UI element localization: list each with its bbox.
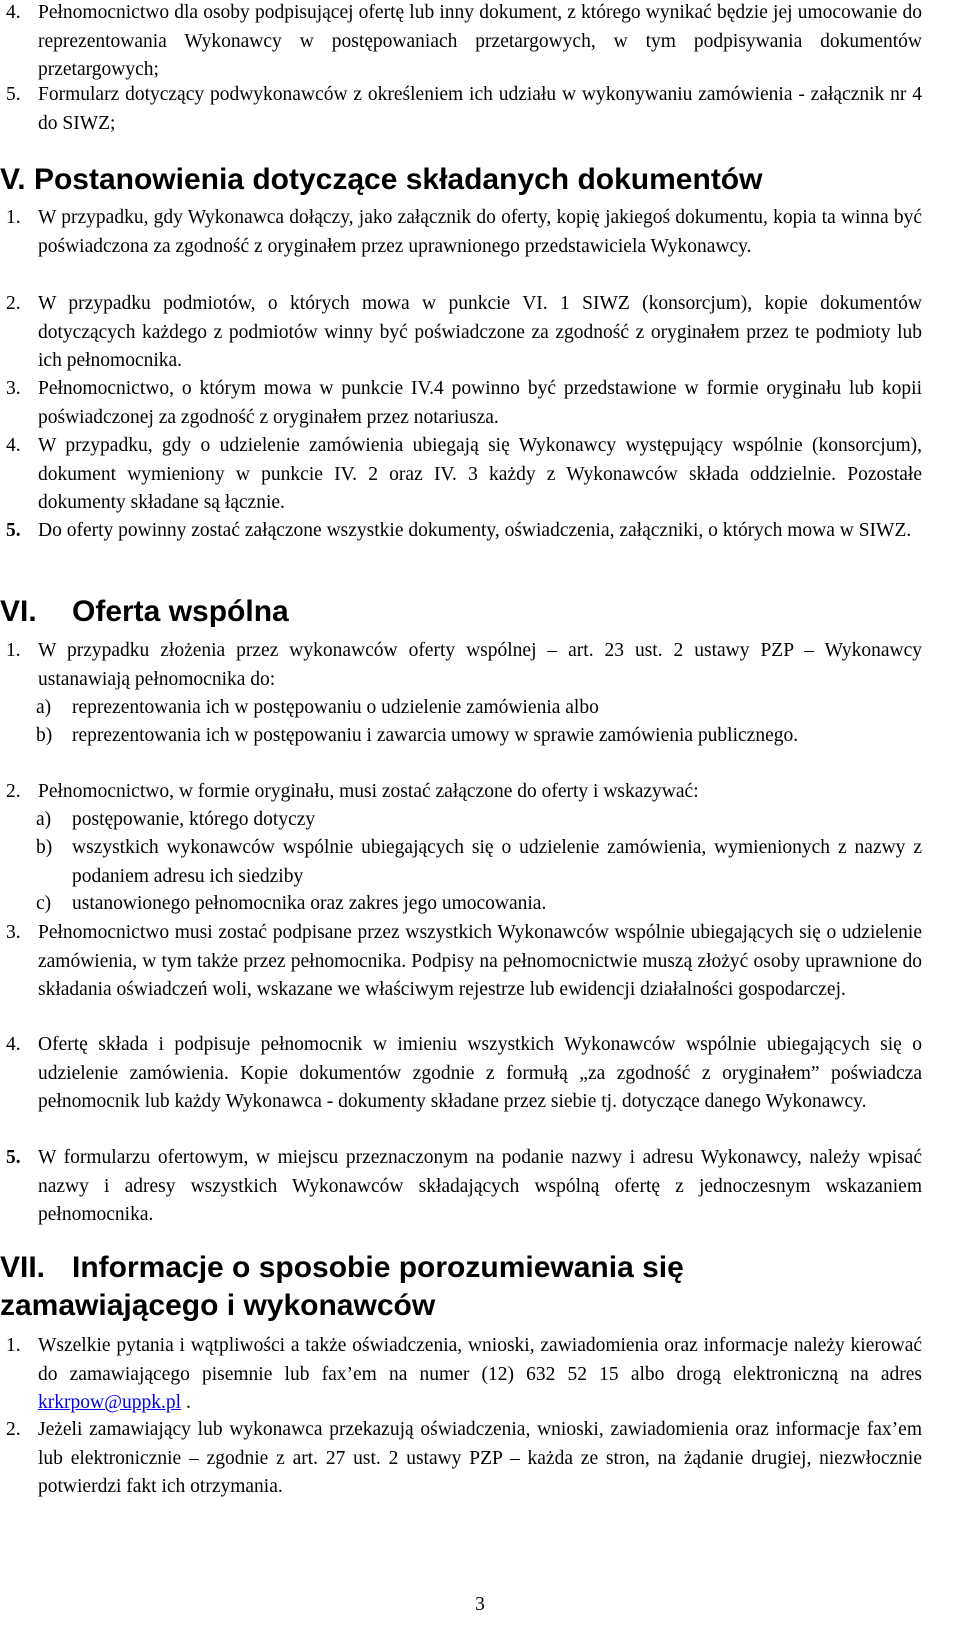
item-text: W przypadku złożenia przez wykonawców oferty wspólnej – art. 23 ust. 2 ustawy PZP – Wykonawcy ustanawiają pełnomocnika do: bbox=[38, 640, 922, 690]
section-number: V. bbox=[0, 163, 26, 196]
sub-list-item bbox=[36, 722, 922, 751]
sub-item-text: ustanowionego pełnomocnika oraz zakres jego umocowania. bbox=[72, 893, 547, 914]
item-number: 5. bbox=[6, 84, 21, 105]
list-item bbox=[6, 517, 922, 546]
email-link[interactable]: krkrpow@uppk.pl bbox=[38, 1392, 182, 1414]
sub-item-letter: b) bbox=[36, 837, 53, 858]
sub-list-item bbox=[36, 806, 922, 835]
page-number: 3 bbox=[475, 1594, 485, 1615]
list-item bbox=[6, 290, 922, 376]
sub-item-letter: b) bbox=[36, 725, 53, 746]
item-number: 2. bbox=[6, 293, 21, 314]
section-title: Oferta wspólna bbox=[72, 595, 289, 628]
sub-item-letter: a) bbox=[36, 809, 52, 830]
sub-item-text: postępowanie, którego dotyczy bbox=[72, 809, 316, 830]
sub-item-text: reprezentowania ich w postępowaniu o udzielenie zamówienia albo bbox=[72, 697, 599, 718]
item-text-after: . bbox=[181, 1392, 191, 1414]
item-number: 2. bbox=[6, 1419, 21, 1440]
item-text: W przypadku, gdy o udzielenie zamówienia ubiegają się Wykonawcy występujący wspólnie (konsorcjum), dokument wymieniony w punkcie IV. 2 oraz IV. 3 każdy z Wykonawców składa oddzielnie. Pozostałe dokumenty składane są łącznie. bbox=[38, 435, 922, 514]
list-item bbox=[6, 778, 922, 807]
item-text: W formularzu ofertowym, w miejscu przeznaczonym na podanie nazwy i adresu Wykonawcy, należy wpisać nazwy i adresy wszystkich Wykonawców składających wspólną ofertę z jednoczesnym wskazaniem pełnomocnika. bbox=[38, 1147, 922, 1226]
item-number: 1. bbox=[6, 1335, 21, 1356]
item-text: Pełnomocnictwo dla osoby podpisującej ofertę lub inny dokument, z którego wynikać będzie jej umocowanie do reprezentowania Wykonawcy w postępowaniach przetargowych, w tym podpisywania dokumentów przetargowych; bbox=[38, 2, 922, 81]
list-item bbox=[6, 637, 922, 694]
item-number: 2. bbox=[6, 781, 21, 802]
sub-list-item bbox=[36, 694, 922, 723]
list-item bbox=[6, 375, 922, 432]
item-text: Jeżeli zamawiający lub wykonawca przekazują oświadczenia, wnioski, zawiadomienia oraz informacje fax’em lub elektronicznie – zgodnie z art. 27 ust. 2 ustawy PZP – każda ze stron, na żądanie drugiej, niezwłocznie potwierdzi fakt ich otrzymania. bbox=[38, 1419, 922, 1498]
list-item bbox=[6, 1416, 922, 1502]
sub-item-text: reprezentowania ich w postępowaniu i zawarcia umowy w sprawie zamówienia publicznego. bbox=[72, 725, 799, 746]
item-number: 3. bbox=[6, 378, 21, 399]
list-item bbox=[6, 1332, 922, 1418]
section-title: Postanowienia dotyczące składanych dokumentów bbox=[33, 163, 763, 196]
section-heading-v bbox=[0, 161, 940, 199]
section-title-line1: Informacje o sposobie porozumiewania się bbox=[72, 1251, 684, 1284]
section-title-line2: zamawiającego i wykonawców bbox=[0, 1289, 436, 1322]
list-item bbox=[6, 204, 922, 261]
list-item bbox=[6, 0, 922, 85]
sub-item-letter: a) bbox=[36, 697, 52, 718]
sub-list-item bbox=[36, 890, 922, 919]
item-text: W przypadku podmiotów, o których mowa w punkcie VI. 1 SIWZ (konsorcjum), kopie dokumentów dotyczących każdego z podmiotów winny być poświadczone za zgodność z oryginałem przez te podmioty lub ich pełnomocnika. bbox=[38, 293, 922, 372]
item-text: Pełnomocnictwo, o którym mowa w punkcie IV.4 powinno być przedstawione w formie oryginału lub kopii poświadczonej za zgodność z oryginałem przez notariusza. bbox=[38, 378, 922, 428]
item-number: 5. bbox=[6, 1147, 21, 1168]
list-item bbox=[6, 1031, 922, 1117]
item-number: 4. bbox=[6, 435, 21, 456]
item-text: Pełnomocnictwo musi zostać podpisane przez wszystkich Wykonawców wspólnie ubiegających się o udzielenie zamówienia, w tym także przez pełnomocnika. Podpisy na pełnomocnictwie muszą złożyć osoby uprawnione do składania oświadczeń woli, wskazane we właściwym rejestrze lub ewidencji działalności gospodarczej. bbox=[38, 922, 922, 1001]
section-heading-vi bbox=[0, 593, 940, 631]
list-item bbox=[6, 1144, 922, 1230]
section-number: VI. bbox=[0, 595, 37, 628]
item-text: Pełnomocnictwo, w formie oryginału, musi zostać załączone do oferty i wskazywać: bbox=[38, 781, 699, 802]
item-text: Ofertę składa i podpisuje pełnomocnik w imieniu wszystkich Wykonawców wspólnie ubiegających się o udzielenie zamówienia. Kopie dokumentów zgodnie z formułą „za zgodność z oryginałem” poświadcza pełnomocnik lub każdy Wykonawca - dokumenty składane przez siebie tj. dotyczące danego Wykonawcy. bbox=[38, 1034, 922, 1113]
item-text-before: Wszelkie pytania i wątpliwości a także oświadczenia, wnioski, zawiadomienia oraz informacje należy kierować do zamawiającego pisemnie lub fax’em na numer (12) 632 52 15 albo drogą elektroniczną na adres bbox=[38, 1335, 922, 1385]
list-item bbox=[6, 919, 922, 1005]
sub-item-text: wszystkich wykonawców wspólnie ubiegających się o udzielenie zamówienia, wymienionych z nazwy z podaniem adresu ich siedziby bbox=[72, 837, 922, 887]
item-text bbox=[38, 1332, 922, 1418]
item-text: Formularz dotyczący podwykonawców z określeniem ich udziału w wykonywaniu zamówienia - załącznik nr 4 do SIWZ; bbox=[38, 84, 922, 134]
item-text: W przypadku, gdy Wykonawca dołączy, jako załącznik do oferty, kopię jakiegoś dokumentu, kopia ta winna być poświadczona za zgodność z oryginałem przez uprawnionego przedstawiciela Wykonawcy. bbox=[38, 207, 922, 257]
item-text: Do oferty powinny zostać załączone wszystkie dokumenty, oświadczenia, załączniki, o których mowa w SIWZ. bbox=[38, 520, 912, 541]
item-number: 1. bbox=[6, 207, 21, 228]
list-item bbox=[6, 432, 922, 518]
section-number: VII. bbox=[0, 1251, 46, 1284]
item-number: 1. bbox=[6, 640, 21, 661]
section-heading-vii bbox=[0, 1249, 940, 1325]
list-item bbox=[6, 81, 922, 138]
item-number: 5. bbox=[6, 520, 21, 541]
sub-list-item bbox=[36, 834, 922, 891]
item-number: 4. bbox=[6, 1034, 21, 1055]
item-number: 3. bbox=[6, 922, 21, 943]
sub-item-letter: c) bbox=[36, 893, 52, 914]
item-number: 4. bbox=[6, 2, 21, 23]
